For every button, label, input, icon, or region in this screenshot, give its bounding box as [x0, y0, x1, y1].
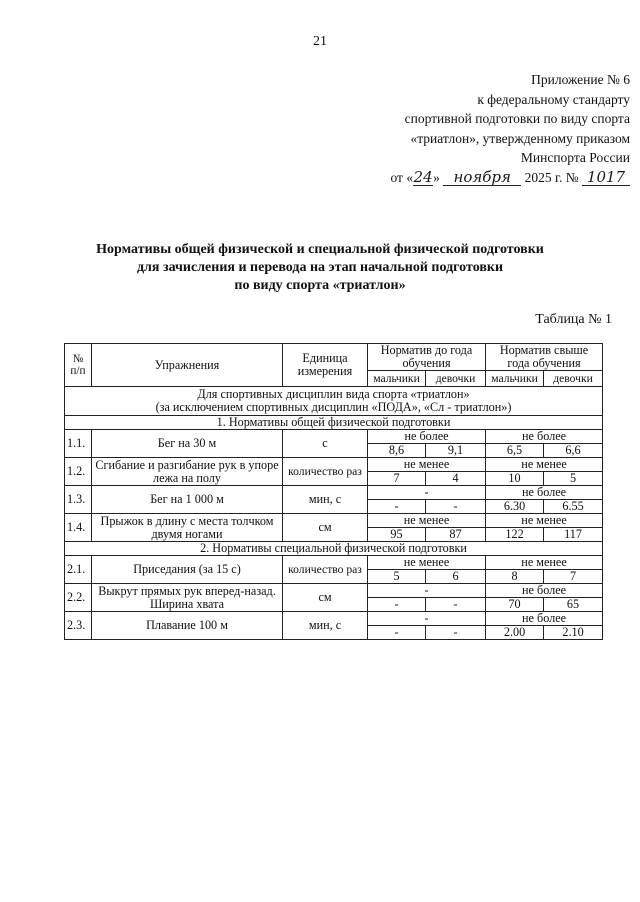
row-condition: не менее	[368, 556, 486, 570]
header-girls: девочки	[426, 371, 486, 387]
date-prefix: от «	[390, 169, 414, 185]
title-line: Нормативы общей физической и специальной физической подготовки	[96, 242, 544, 257]
order-date-line	[330, 168, 630, 188]
row-num: 1.3.	[65, 486, 92, 514]
header-num: № п/п	[65, 344, 92, 387]
value-boys: 7	[368, 472, 426, 486]
table-row	[65, 430, 603, 444]
section-title: 1. Нормативы общей физической подготовки	[65, 416, 603, 430]
row-unit: см	[283, 514, 368, 542]
value-boys: -	[368, 500, 426, 514]
row-exercise: Выкрут прямых рук вперед-назад. Ширина хвата	[92, 584, 283, 612]
handwritten-order-number: 1017	[582, 170, 630, 186]
value-girls: 6,6	[544, 444, 603, 458]
value-boys: 8,6	[368, 444, 426, 458]
scope-row	[65, 387, 603, 416]
row-condition: не менее	[486, 514, 603, 528]
row-exercise: Прыжок в длину с места толчком двумя ногами	[92, 514, 283, 542]
value-girls: 65	[544, 598, 603, 612]
scope-cell	[65, 387, 603, 416]
header-boys: мальчики	[368, 371, 426, 387]
value-girls: 6.55	[544, 500, 603, 514]
standards-table	[64, 343, 603, 640]
row-unit: мин, с	[283, 486, 368, 514]
scope-line: (за исключением спортивных дисциплин «ПОДА», «Сл - триатлон»)	[155, 400, 512, 414]
value-girls: -	[426, 500, 486, 514]
table-row	[65, 556, 603, 570]
row-num: 2.2.	[65, 584, 92, 612]
value-boys: -	[368, 598, 426, 612]
table-header-row	[65, 344, 603, 371]
row-condition: не более	[486, 612, 603, 626]
value-boys: 6.30	[486, 500, 544, 514]
value-girls: 6	[426, 570, 486, 584]
row-unit: с	[283, 430, 368, 458]
value-girls: 117	[544, 528, 603, 542]
row-condition: не более	[486, 486, 603, 500]
appendix-line: Минспорта России	[520, 150, 630, 165]
row-exercise: Бег на 1 000 м	[92, 486, 283, 514]
header-norm-over-year: Норматив свыше года обучения	[486, 344, 603, 371]
appendix-line: спортивной подготовки по виду спорта	[404, 111, 630, 126]
row-condition: не более	[368, 430, 486, 444]
handwritten-day: 24	[413, 167, 433, 186]
title-line: для зачисления и перевода на этап начальной подготовки	[136, 260, 504, 275]
value-girls: 87	[426, 528, 486, 542]
row-unit: см	[283, 584, 368, 612]
row-condition: не менее	[368, 514, 486, 528]
row-num: 2.1.	[65, 556, 92, 584]
row-condition: не более	[486, 430, 603, 444]
table-row	[65, 486, 603, 500]
value-girls: -	[426, 626, 486, 640]
table-row	[65, 612, 603, 626]
row-unit: мин, с	[283, 612, 368, 640]
appendix-line: Приложение № 6	[531, 72, 630, 87]
row-num: 1.1.	[65, 430, 92, 458]
row-exercise: Бег на 30 м	[92, 430, 283, 458]
value-boys: 8	[486, 570, 544, 584]
handwritten-month: ноября	[443, 170, 521, 186]
value-boys: 10	[486, 472, 544, 486]
value-girls: 4	[426, 472, 486, 486]
value-boys: 2.00	[486, 626, 544, 640]
header-girls: девочки	[544, 371, 603, 387]
row-condition: не более	[486, 584, 603, 598]
header-norm-first-year: Норматив до года обучения	[368, 344, 486, 371]
value-girls: 7	[544, 570, 603, 584]
value-boys: 6,5	[486, 444, 544, 458]
value-girls: 9,1	[426, 444, 486, 458]
row-unit: количество раз	[283, 556, 368, 584]
row-num: 1.4.	[65, 514, 92, 542]
value-girls: -	[426, 598, 486, 612]
row-condition: -	[368, 486, 486, 500]
row-exercise: Приседания (за 15 с)	[92, 556, 283, 584]
appendix-line: к федеральному стандарту	[477, 91, 630, 107]
page-number: 21	[313, 34, 327, 49]
header-unit: Единица измерения	[283, 344, 368, 387]
row-condition: не менее	[486, 556, 603, 570]
table-row	[65, 584, 603, 598]
value-boys: 5	[368, 570, 426, 584]
row-unit: количество раз	[283, 458, 368, 486]
title-line: по виду спорта «триатлон»	[234, 278, 406, 293]
appendix-header	[330, 70, 630, 187]
row-condition: не менее	[368, 458, 486, 472]
row-condition: -	[368, 612, 486, 626]
table-row	[65, 514, 603, 528]
row-num: 1.2.	[65, 458, 92, 486]
header-boys: мальчики	[486, 371, 544, 387]
row-condition: не менее	[486, 458, 603, 472]
value-boys: -	[368, 626, 426, 640]
row-condition: -	[368, 584, 486, 598]
document-title	[0, 241, 640, 295]
value-girls: 5	[544, 472, 603, 486]
section-title: 2. Нормативы специальной физической подготовки	[65, 542, 603, 556]
table-row	[65, 458, 603, 472]
value-girls: 2.10	[544, 626, 603, 640]
appendix-line: «триатлон», утвержденному приказом	[410, 130, 630, 146]
section-row	[65, 416, 603, 430]
header-exercise: Упражнения	[92, 344, 283, 387]
row-exercise: Плавание 100 м	[92, 612, 283, 640]
table-label: Таблица № 1	[535, 312, 612, 327]
date-year: 2025 г. №	[524, 169, 579, 185]
value-boys: 95	[368, 528, 426, 542]
row-num: 2.3.	[65, 612, 92, 640]
value-boys: 70	[486, 598, 544, 612]
value-boys: 122	[486, 528, 544, 542]
date-mid: »	[433, 169, 440, 185]
section-row	[65, 542, 603, 556]
row-exercise: Сгибание и разгибание рук в упоре лежа на полу	[92, 458, 283, 486]
scope-line: Для спортивных дисциплин вида спорта «триатлон»	[197, 387, 470, 401]
